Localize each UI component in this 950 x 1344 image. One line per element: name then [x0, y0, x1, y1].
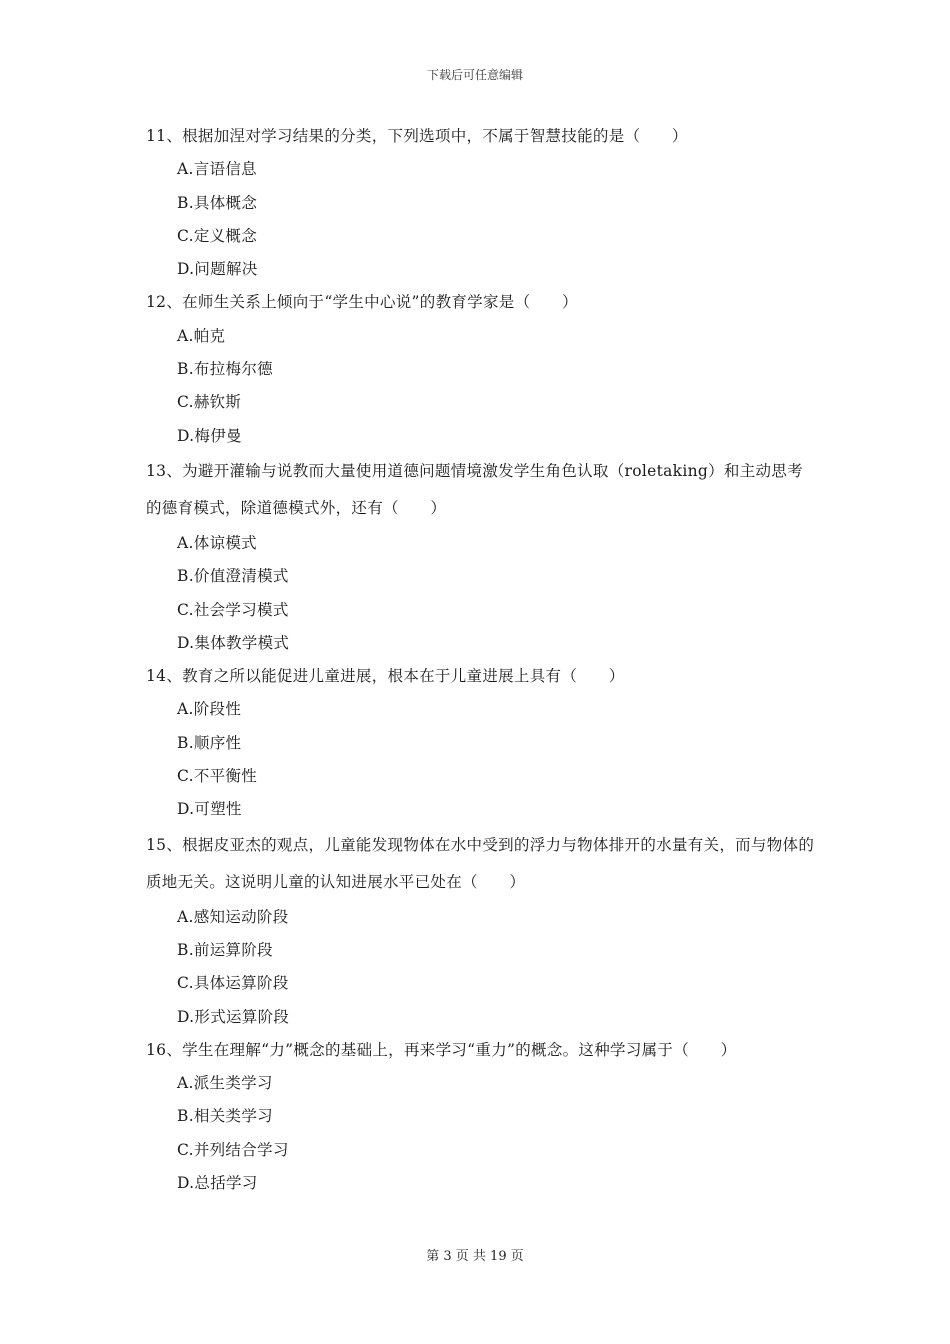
- question-16: [146, 1034, 816, 1200]
- option-d: D.可塑性: [177, 800, 242, 819]
- option-b: B.价值澄清模式: [177, 567, 289, 586]
- question-15: [146, 827, 816, 1034]
- option-c: C.并列结合学习: [177, 1140, 289, 1159]
- page-header: 下载后可任意编辑: [426, 68, 523, 82]
- question-12: [146, 286, 816, 452]
- question-stem: 14、教育之所以能促进儿童进展，根本在于儿童进展上具有（ ）: [146, 667, 625, 686]
- question-stem: 16、学生在理解“力”概念的基础上，再来学习“重力”的概念。这种学习属于（ ）: [146, 1040, 737, 1059]
- option-a: A.体谅模式: [177, 533, 257, 552]
- question-stem: 12、在师生关系上倾向于“学生中心说”的教育学家是（ ）: [146, 293, 578, 312]
- question-stem: 15、根据皮亚杰的观点，儿童能发现物体在水中受到的浮力与物体排开的水量有关，而与物体的质地无关。这说明儿童的认知进展水平已处在（ ）: [146, 835, 815, 891]
- option-a: A.感知运动阶段: [177, 907, 289, 926]
- question-11: [146, 120, 816, 286]
- question-stem: 13、为避开灌输与说教而大量使用道德问题情境激发学生角色认取（roletaking）和主动思考的德育模式，除道德模式外，还有（ ）: [146, 461, 803, 517]
- option-d: D.梅伊曼: [177, 426, 242, 445]
- option-a: A.言语信息: [177, 160, 257, 179]
- option-d: D.问题解决: [177, 260, 258, 279]
- option-d: D.形式运算阶段: [177, 1007, 290, 1026]
- question-stem: 11、根据加涅对学习结果的分类，下列选项中，不属于智慧技能的是（ ）: [146, 127, 688, 145]
- option-c: C.社会学习模式: [177, 600, 289, 619]
- option-b: B.布拉梅尔德: [177, 360, 273, 379]
- option-b: B.前运算阶段: [177, 940, 273, 959]
- option-b: B.具体概念: [177, 193, 258, 212]
- question-13: [146, 453, 816, 660]
- option-d: D.总括学习: [177, 1174, 258, 1193]
- page-footer: 第 3 页 共 19 页: [426, 1249, 524, 1264]
- option-a: A.派生类学习: [177, 1074, 273, 1093]
- question-list: [146, 120, 816, 1200]
- option-a: A.阶段性: [177, 700, 242, 719]
- question-14: [146, 660, 816, 826]
- option-c: C.不平衡性: [177, 767, 258, 786]
- option-d: D.集体教学模式: [177, 633, 290, 652]
- option-b: B.顺序性: [177, 733, 242, 752]
- option-c: C.赫钦斯: [177, 393, 242, 412]
- option-b: B.相关类学习: [177, 1107, 273, 1126]
- option-c: C.定义概念: [177, 226, 258, 245]
- option-c: C.具体运算阶段: [177, 974, 289, 993]
- option-a: A.帕克: [177, 326, 226, 345]
